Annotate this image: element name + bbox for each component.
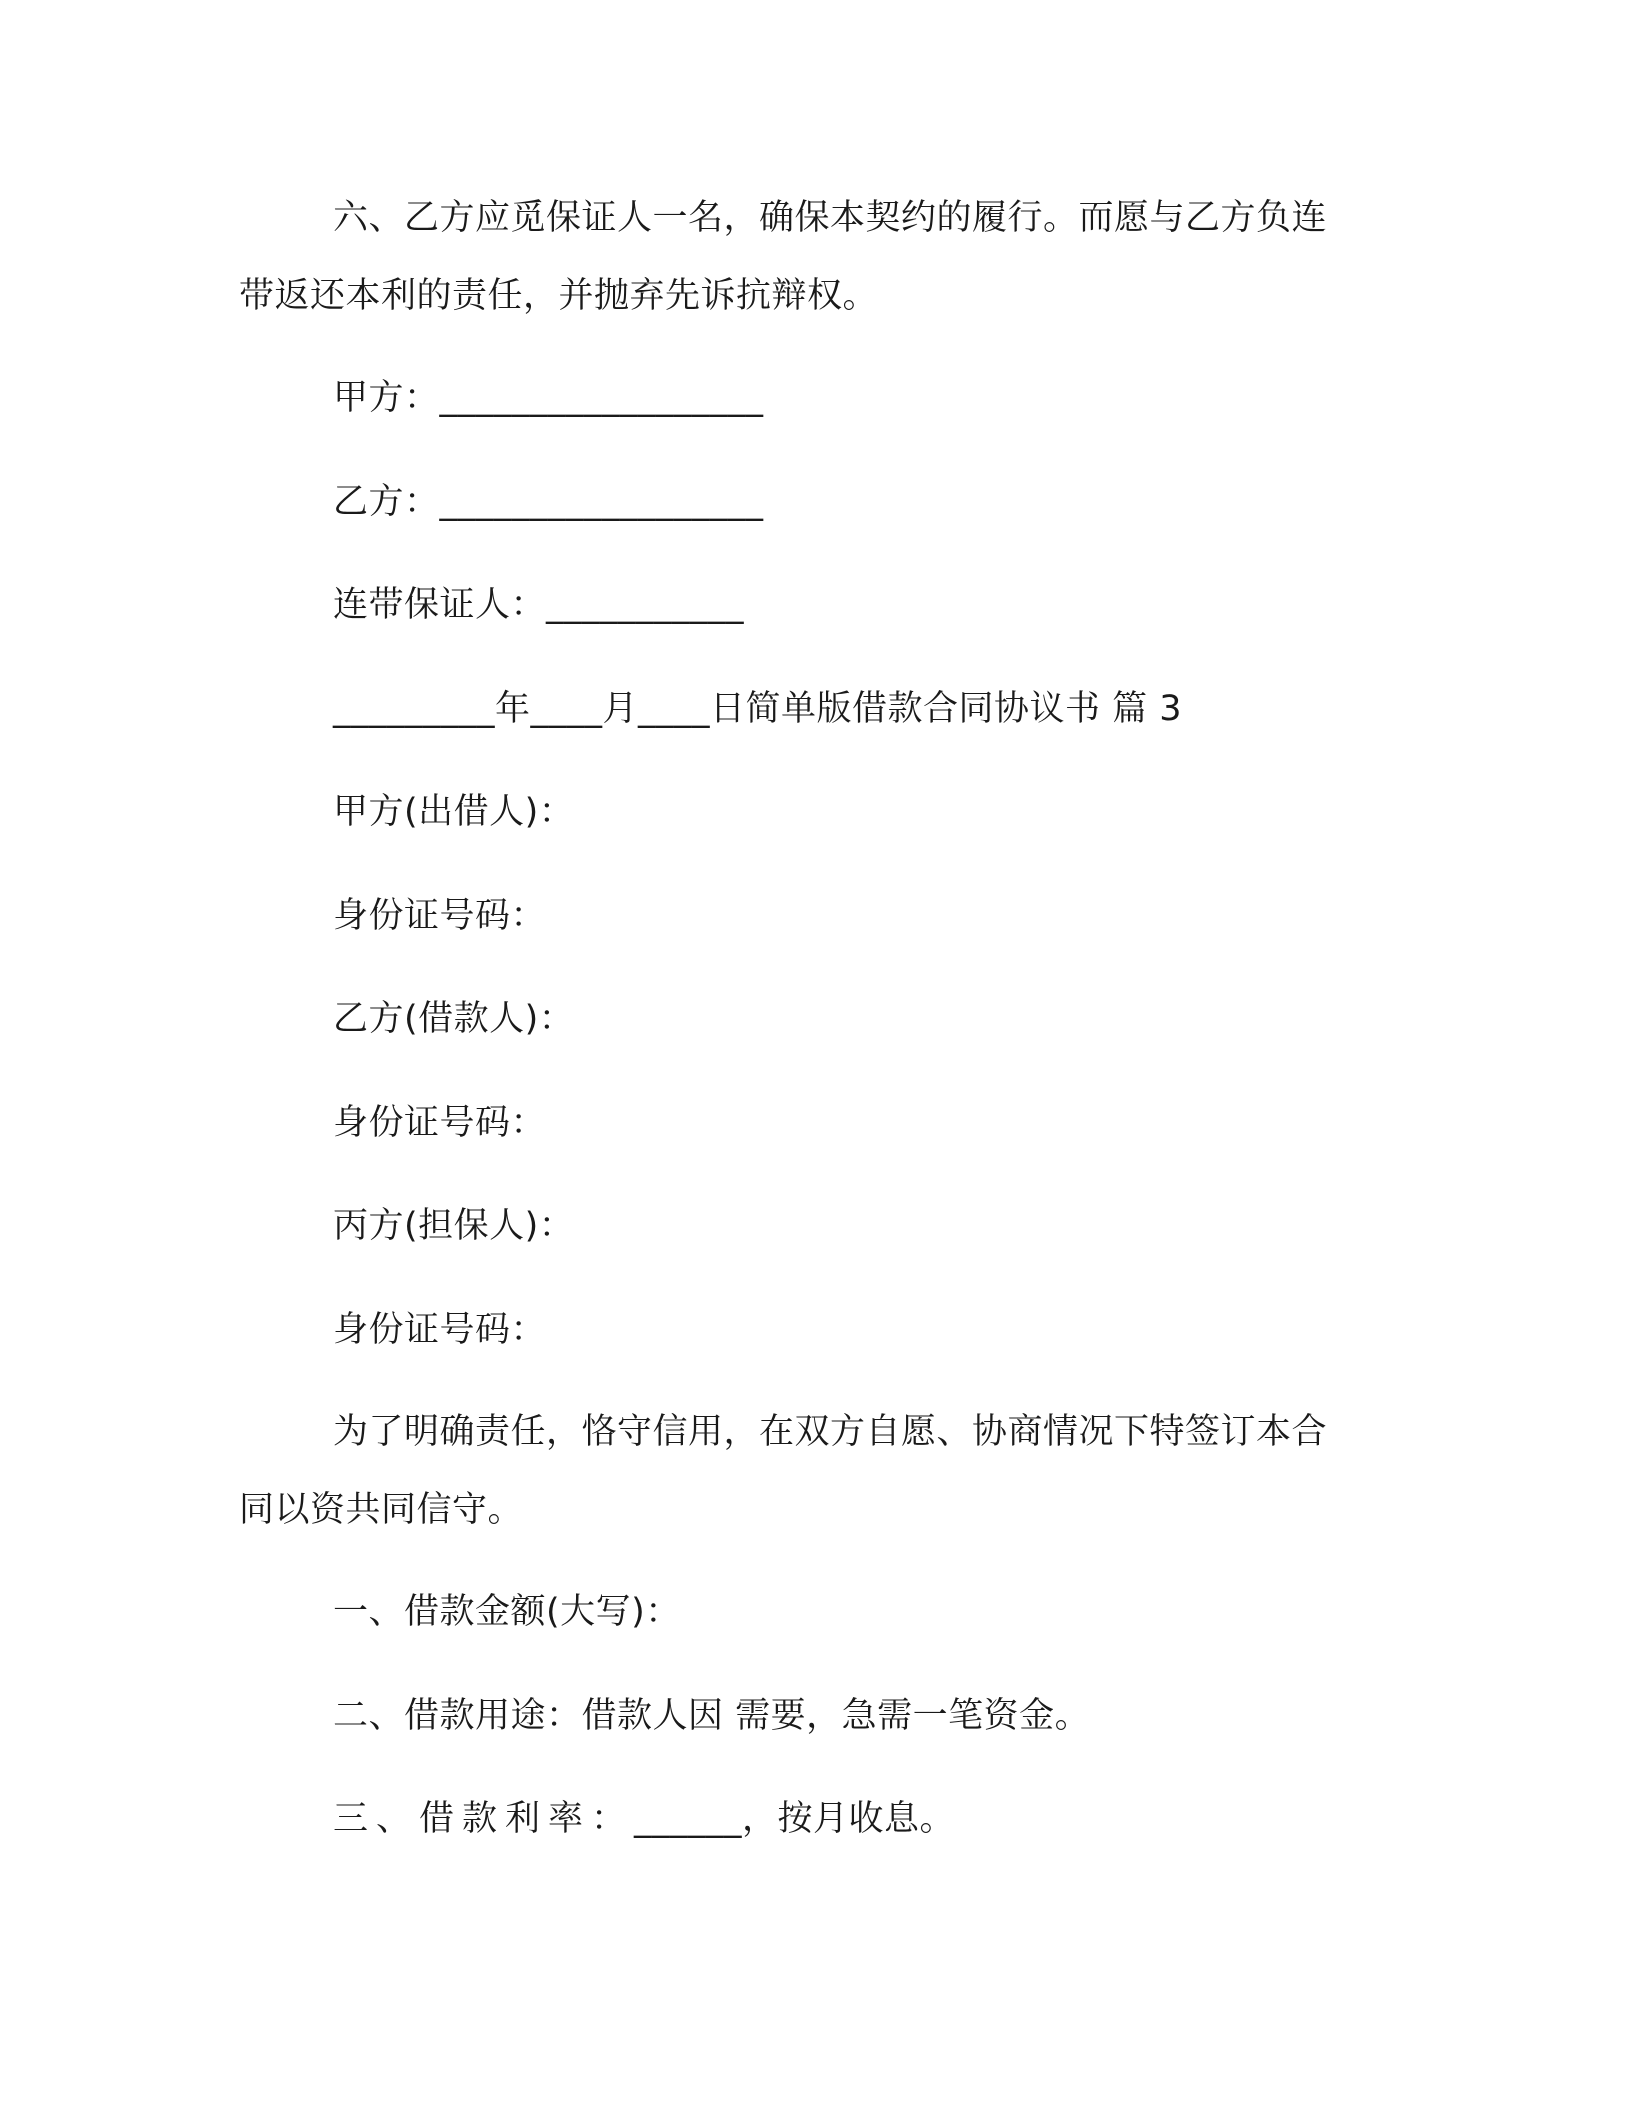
borrower-label: 乙方(借款人)： xyxy=(333,999,575,1039)
date-and-section-title: _________年____月____日简单版借款合同协议书 篇 3 xyxy=(333,689,1183,729)
intro-line-2: 同以资共同信守。 xyxy=(239,1490,524,1530)
party-b-signature-line: 乙方：__________________ xyxy=(333,482,764,522)
clause-three-value: ______，按月收息。 xyxy=(634,1799,956,1839)
clause-six-line-2: 带返还本利的责任，并抛弃先诉抗辩权。 xyxy=(239,276,879,316)
guarantor-label: 丙方(担保人)： xyxy=(333,1206,575,1246)
lender-label: 甲方(出借人)： xyxy=(333,792,575,832)
borrower-id-label: 身份证号码： xyxy=(333,1103,547,1143)
guarantor-id-label: 身份证号码： xyxy=(333,1310,547,1350)
clause-three-rate xyxy=(333,1797,955,1841)
clause-six-line-1: 六、乙方应觅保证人一名，确保本契约的履行。而愿与乙方负连 xyxy=(333,198,1328,238)
clause-two-purpose: 二、借款用途：借款人因 需要，急需一笔资金。 xyxy=(333,1696,1091,1736)
clause-three-label: 三、借款利率： xyxy=(333,1799,635,1839)
intro-line-1: 为了明确责任，恪守信用，在双方自愿、协商情况下特签订本合 xyxy=(333,1412,1328,1452)
party-a-signature-line: 甲方：__________________ xyxy=(333,378,764,418)
guarantor-signature-line: 连带保证人：___________ xyxy=(333,585,745,625)
lender-id-label: 身份证号码： xyxy=(333,896,547,936)
clause-one-amount: 一、借款金额(大写)： xyxy=(333,1592,681,1632)
